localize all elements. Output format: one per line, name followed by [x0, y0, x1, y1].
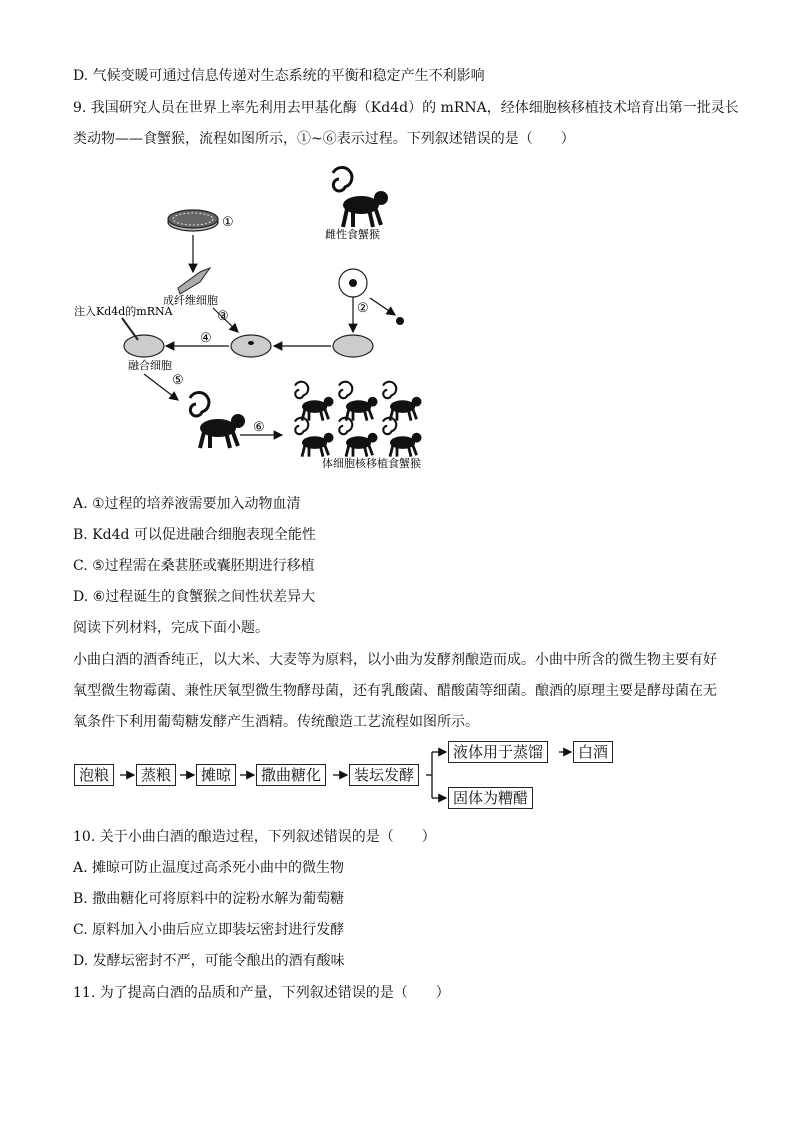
question-10-stem: 10. 关于小曲白酒的酿造过程，下列叙述错误的是（ ）: [73, 829, 436, 845]
flow-liquid-box: 液体用于蒸馏: [448, 741, 548, 763]
flow-liquor-box: 白酒: [573, 741, 613, 763]
reading-instruction: 阅读下列材料，完成下面小题。: [73, 620, 269, 636]
cloned-monkeys-label: 体细胞核移植食蟹猴: [322, 457, 421, 470]
female-monkey-label: 雌性食蟹猴: [325, 228, 380, 241]
flow-solid-box: 固体为糟醋: [448, 787, 533, 809]
question-9-stem-line2: 类动物——食蟹猴，流程如图所示，①~⑥表示过程。下列叙述错误的是（ ）: [73, 131, 575, 147]
flow-soak-box: 泡粮: [74, 764, 114, 786]
removed-nucleus: [396, 317, 404, 325]
step-4-label: ④: [200, 331, 212, 346]
surrogate-monkey-icon: [190, 392, 245, 448]
question-10-option-a: A. 摊晾可防止温度过高杀死小曲中的微生物: [73, 860, 345, 876]
reconstructed-cell: [231, 335, 271, 357]
fibroblast-label: 成纤维细胞: [163, 294, 218, 307]
question-11-stem: 11. 为了提高白酒的品质和产量，下列叙述错误的是（ ）: [73, 985, 450, 1001]
question-9-option-a: A. ①过程的培养液需要加入动物血清: [73, 496, 301, 512]
flow-steam-box: 蒸粮: [136, 764, 176, 786]
step-1-label: ①: [222, 215, 234, 230]
step-3-label: ③: [217, 309, 229, 324]
step-6-label: ⑥: [253, 420, 265, 435]
cloning-diagram: [60, 160, 480, 480]
question-9-option-c: C. ⑤过程需在桑葚胚或囊胚期进行移植: [73, 558, 315, 574]
enucleated-oocyte: [333, 335, 373, 357]
fused-cell: [124, 335, 164, 357]
cloned-monkeys-group: [295, 382, 422, 457]
question-10-option-b: B. 撒曲糖化可将原料中的淀粉水解为葡萄糖: [73, 891, 345, 907]
option-d-previous: D. 气候变暖可通过信息传递对生态系统的平衡和稳定产生不利影响: [73, 68, 485, 84]
question-10-option-c: C. 原料加入小曲后应立即装坛密封进行发酵: [73, 922, 345, 938]
question-9-stem-line1: 9. 我国研究人员在世界上率先利用去甲基化酶（Kd4d）的 mRNA，经体细胞核移植技术培育出第一批灵长: [73, 100, 739, 116]
inject-mrna-label: 注入Kd4d的mRNA: [74, 305, 173, 318]
question-9-option-d: D. ⑥过程诞生的食蟹猴之间性状差异大: [73, 589, 316, 605]
flow-cool-box: 摊晾: [196, 764, 236, 786]
material-line1: 小曲白酒的酒香纯正，以大米、大麦等为原料，以小曲为发酵剂酿造而成。小曲中所含的微生物主要有好: [73, 652, 717, 668]
flow-ferment-box: 装坛发酵: [349, 764, 419, 786]
material-line2: 氧型微生物霉菌、兼性厌氧型微生物酵母菌，还有乳酸菌、醋酸菌等细菌。酿酒的原理主要是酵母菌在无: [73, 683, 717, 699]
culture-dish-icon: [168, 210, 218, 231]
question-10-option-d: D. 发酵坛密封不严，可能令酿出的酒有酸味: [73, 953, 345, 969]
injection-needle-icon: [122, 318, 138, 340]
fibroblast-cell-icon: [178, 268, 210, 294]
flow-saccharify-box: 撒曲糖化: [256, 764, 326, 786]
material-line3: 氧条件下利用葡萄糖发酵产生酒精。传统酿造工艺流程如图所示。: [73, 714, 479, 730]
question-9-option-b: B. Kd4d 可以促进融合细胞表现全能性: [73, 527, 316, 543]
female-monkey-icon: [333, 167, 388, 227]
step-2-label: ②: [357, 301, 369, 316]
fused-cell-label: 融合细胞: [128, 359, 172, 372]
step-5-label: ⑤: [172, 373, 184, 388]
